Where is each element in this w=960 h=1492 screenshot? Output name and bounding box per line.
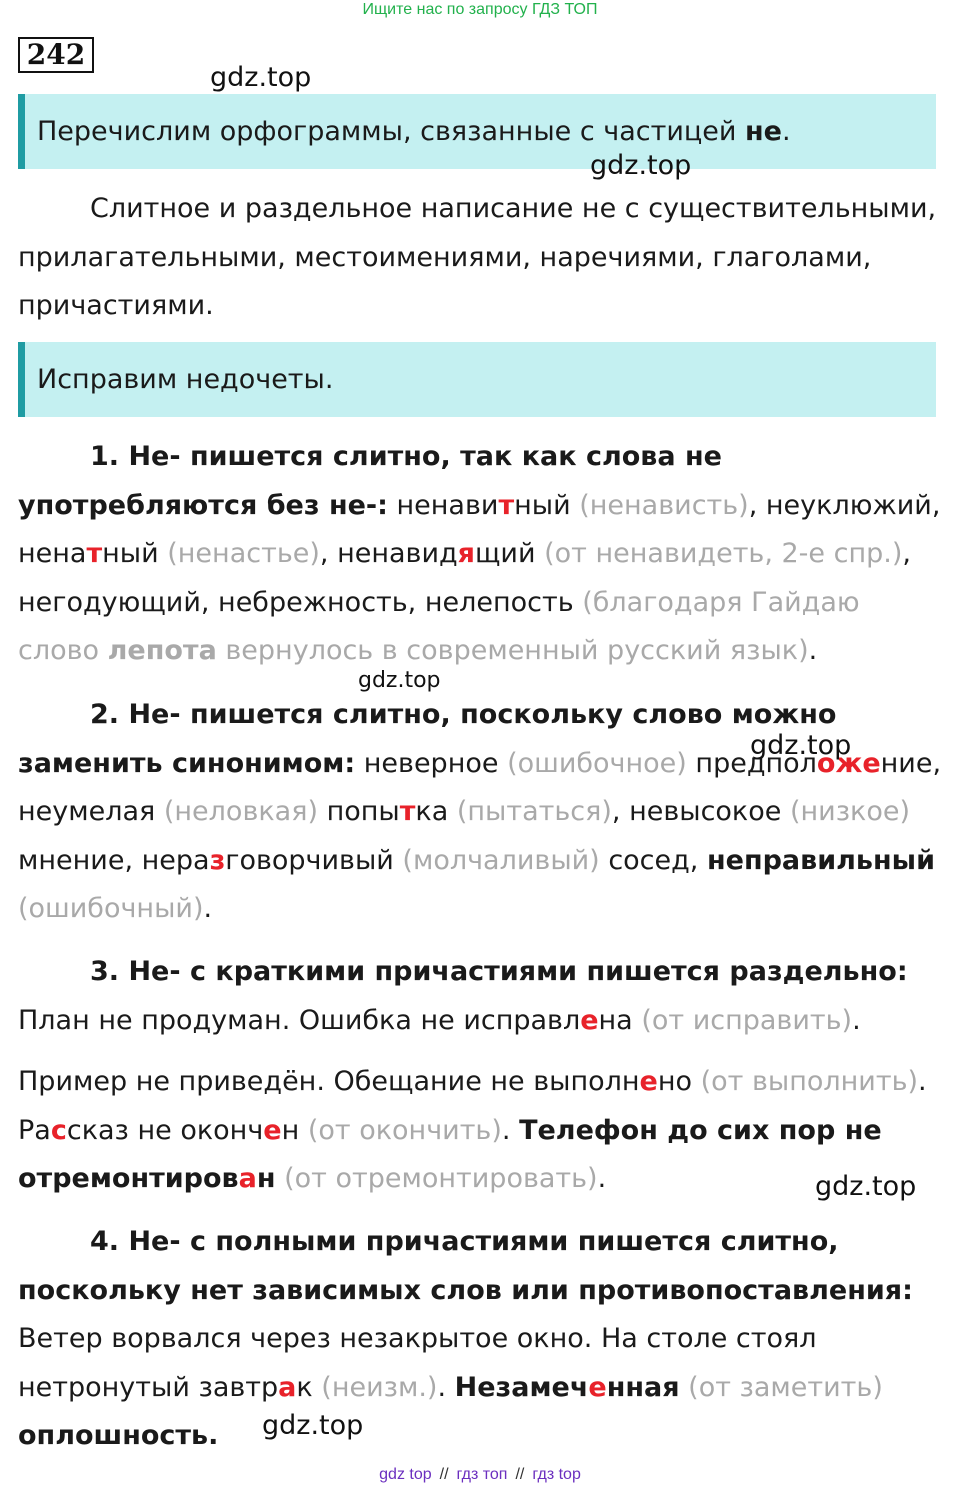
item-4-heading: 4. Не- с полными причастиями пишется слитно, поскольку нет зависимых слов или противопоставления: bbox=[18, 1226, 913, 1306]
corrections-box bbox=[18, 342, 936, 417]
exercise-number: 242 bbox=[18, 37, 94, 73]
sentence: Ра bbox=[18, 1114, 51, 1146]
footer-link[interactable]: гдз top bbox=[532, 1466, 581, 1483]
hint: (от ненавидеть, 2-е спр.) bbox=[544, 538, 903, 569]
highlight-letter: е bbox=[263, 1114, 282, 1146]
highlight-letter: оже bbox=[816, 747, 881, 779]
item-3-continued: Пример не приведён. Обещание не выполнено (от выполнить). Рассказ не окончен (от окончить). Телефон до сих пор не отремонтирован (от отремонтировать). bbox=[18, 1066, 927, 1194]
watermark: gdz.top bbox=[750, 730, 852, 761]
sentence: Ветер ворвался через незакрытое окно. На столе стоял нетронутый завтр bbox=[18, 1323, 817, 1403]
word: невысокое bbox=[629, 796, 782, 827]
word-end: ка bbox=[415, 796, 449, 827]
word: неуклюжий bbox=[765, 489, 932, 521]
item-3: 3. Не- с краткими причастиями пишется раздельно: План не продуман. Ошибка не исправлена (от исправить). bbox=[18, 956, 908, 1036]
box-bold-word: не bbox=[745, 116, 782, 147]
watermark: gdz.top bbox=[815, 1171, 917, 1202]
word-end: щий bbox=[475, 538, 536, 569]
hint: (неизм.) bbox=[321, 1371, 438, 1403]
footer-link[interactable]: gdz top bbox=[379, 1466, 432, 1483]
word-end: на bbox=[598, 1004, 633, 1036]
word-end: ный bbox=[102, 538, 159, 569]
box-text: Перечислим орфограммы, связанные с частицей bbox=[37, 116, 745, 147]
hint: (молчаливый) bbox=[402, 844, 600, 876]
highlight-letter: а bbox=[238, 1163, 257, 1194]
highlight-letter: е bbox=[639, 1066, 658, 1097]
box-text: Исправим недочеты. bbox=[37, 364, 334, 395]
word-end: нная bbox=[606, 1371, 680, 1403]
sentence: План не продуман. Ошибка не исправл bbox=[18, 1004, 581, 1036]
word-end: н bbox=[281, 1114, 300, 1146]
highlight-letter: е bbox=[580, 1004, 599, 1036]
word-bold: оплошность. bbox=[18, 1420, 219, 1451]
highlight-letter: з bbox=[209, 844, 226, 876]
hint: (от окончить) bbox=[307, 1114, 502, 1146]
highlight-letter: а bbox=[278, 1371, 297, 1403]
hint: (ненависть) bbox=[579, 489, 749, 521]
item-1-heading: 1. Не- пишется слитно, так как слова не употребляются без не-: bbox=[18, 441, 722, 521]
intro-text: Слитное и раздельное написание не с существительными, прилагательными, местоимениями, наречиями, глаголами, причастиями. bbox=[18, 193, 937, 321]
intro-paragraph bbox=[18, 185, 946, 331]
word: неумелая bbox=[18, 796, 156, 827]
sentence: Пример не приведён. Обещание не выполн bbox=[18, 1066, 640, 1097]
highlight-letter: я bbox=[457, 538, 475, 569]
highlight-letter: с bbox=[50, 1114, 67, 1146]
item-4: 4. Не- с полными причастиями пишется слитно, поскольку нет зависимых слов или противопоставления: Ветер ворвался через незакрытое окно. На столе стоял нетронутый завтрак (неизм.). Незамеченная (от заметить) оплошность. bbox=[18, 1226, 913, 1451]
watermark: gdz.top bbox=[210, 62, 312, 93]
hint: (ошибочное) bbox=[507, 747, 687, 779]
item-2-heading: 2. Не- пишется слитно, поскольку слово можно заменить синонимом: bbox=[18, 699, 837, 779]
hint: (ненастье) bbox=[167, 538, 320, 569]
word-end: ный bbox=[514, 489, 571, 521]
word-end: н bbox=[256, 1163, 276, 1194]
hint: (от исправить) bbox=[641, 1004, 853, 1036]
footer-link[interactable]: гдз топ bbox=[456, 1466, 508, 1483]
word: сосед, bbox=[608, 844, 699, 876]
orthogram-box bbox=[18, 94, 936, 169]
separator: // bbox=[515, 1466, 525, 1483]
word: ненавид bbox=[337, 538, 458, 569]
hint: (пытаться) bbox=[456, 796, 612, 827]
word-end: ние bbox=[880, 747, 933, 779]
word: нена bbox=[18, 538, 87, 569]
footer-links bbox=[0, 1466, 960, 1484]
highlight-letter: т bbox=[86, 538, 103, 569]
word: ненави bbox=[396, 489, 499, 521]
hint: (благодаря Гайдаю слово лепота вернулось в современный русский язык) bbox=[18, 586, 860, 666]
hint: (ошибочный) bbox=[18, 893, 204, 924]
highlight-letter: т bbox=[498, 489, 515, 521]
separator: // bbox=[439, 1466, 449, 1483]
word: мнение, нера bbox=[18, 844, 210, 876]
word: предпол bbox=[695, 747, 817, 779]
sentence-part: сказ не оконч bbox=[66, 1114, 264, 1146]
word-list: негодующий, небрежность, нелепость bbox=[18, 586, 574, 618]
item-2: 2. Не- пишется слитно, поскольку слово можно заменить синонимом: неверное (ошибочное) предположение, неумелая (неловкая) попытка (пытаться), невысокое (низкое) мнение, неразговорчивый (молчаливый) сосед, неправильный (ошибочный). bbox=[18, 699, 942, 924]
item-1: 1. Не- пишется слитно, так как слова не употребляются без не-: ненавитный (ненависть), неуклюжий, ненатный (ненастье), ненавидящий (от ненавидеть, 2-е спр.), негодующий, небрежность, нелепость (благодаря Гайдаю слово лепота вернулось в современный русский язык). bbox=[18, 441, 941, 666]
word-bold: Незамеч bbox=[454, 1371, 589, 1403]
item-3-heading: 3. Не- с краткими причастиями пишется раздельно: bbox=[90, 956, 908, 987]
watermark: gdz.top bbox=[590, 150, 692, 181]
watermark: gdz.top bbox=[358, 668, 441, 693]
box-end: . bbox=[781, 116, 791, 147]
hint: (низкое) bbox=[789, 796, 911, 827]
hint: (неловкая) bbox=[163, 796, 318, 827]
word-bold: неправильный bbox=[706, 844, 935, 876]
word: неверное bbox=[363, 747, 499, 779]
word: попы bbox=[326, 796, 400, 827]
word-end: говорчивый bbox=[225, 844, 394, 876]
sentence-bold: Телефон до сих пор не отремонтиров bbox=[18, 1114, 882, 1194]
word-end: но bbox=[657, 1066, 693, 1097]
search-banner: Ищите нас по запросу ГДЗ ТОП bbox=[362, 1, 598, 18]
hint: (от отремонтировать) bbox=[284, 1163, 598, 1194]
highlight-letter: е bbox=[588, 1371, 607, 1403]
word-end: к bbox=[296, 1371, 313, 1403]
highlight-letter: т bbox=[399, 796, 416, 827]
hint: (от выполнить) bbox=[700, 1066, 919, 1097]
watermark: gdz.top bbox=[262, 1410, 364, 1441]
hint: (от заметить) bbox=[688, 1371, 883, 1403]
